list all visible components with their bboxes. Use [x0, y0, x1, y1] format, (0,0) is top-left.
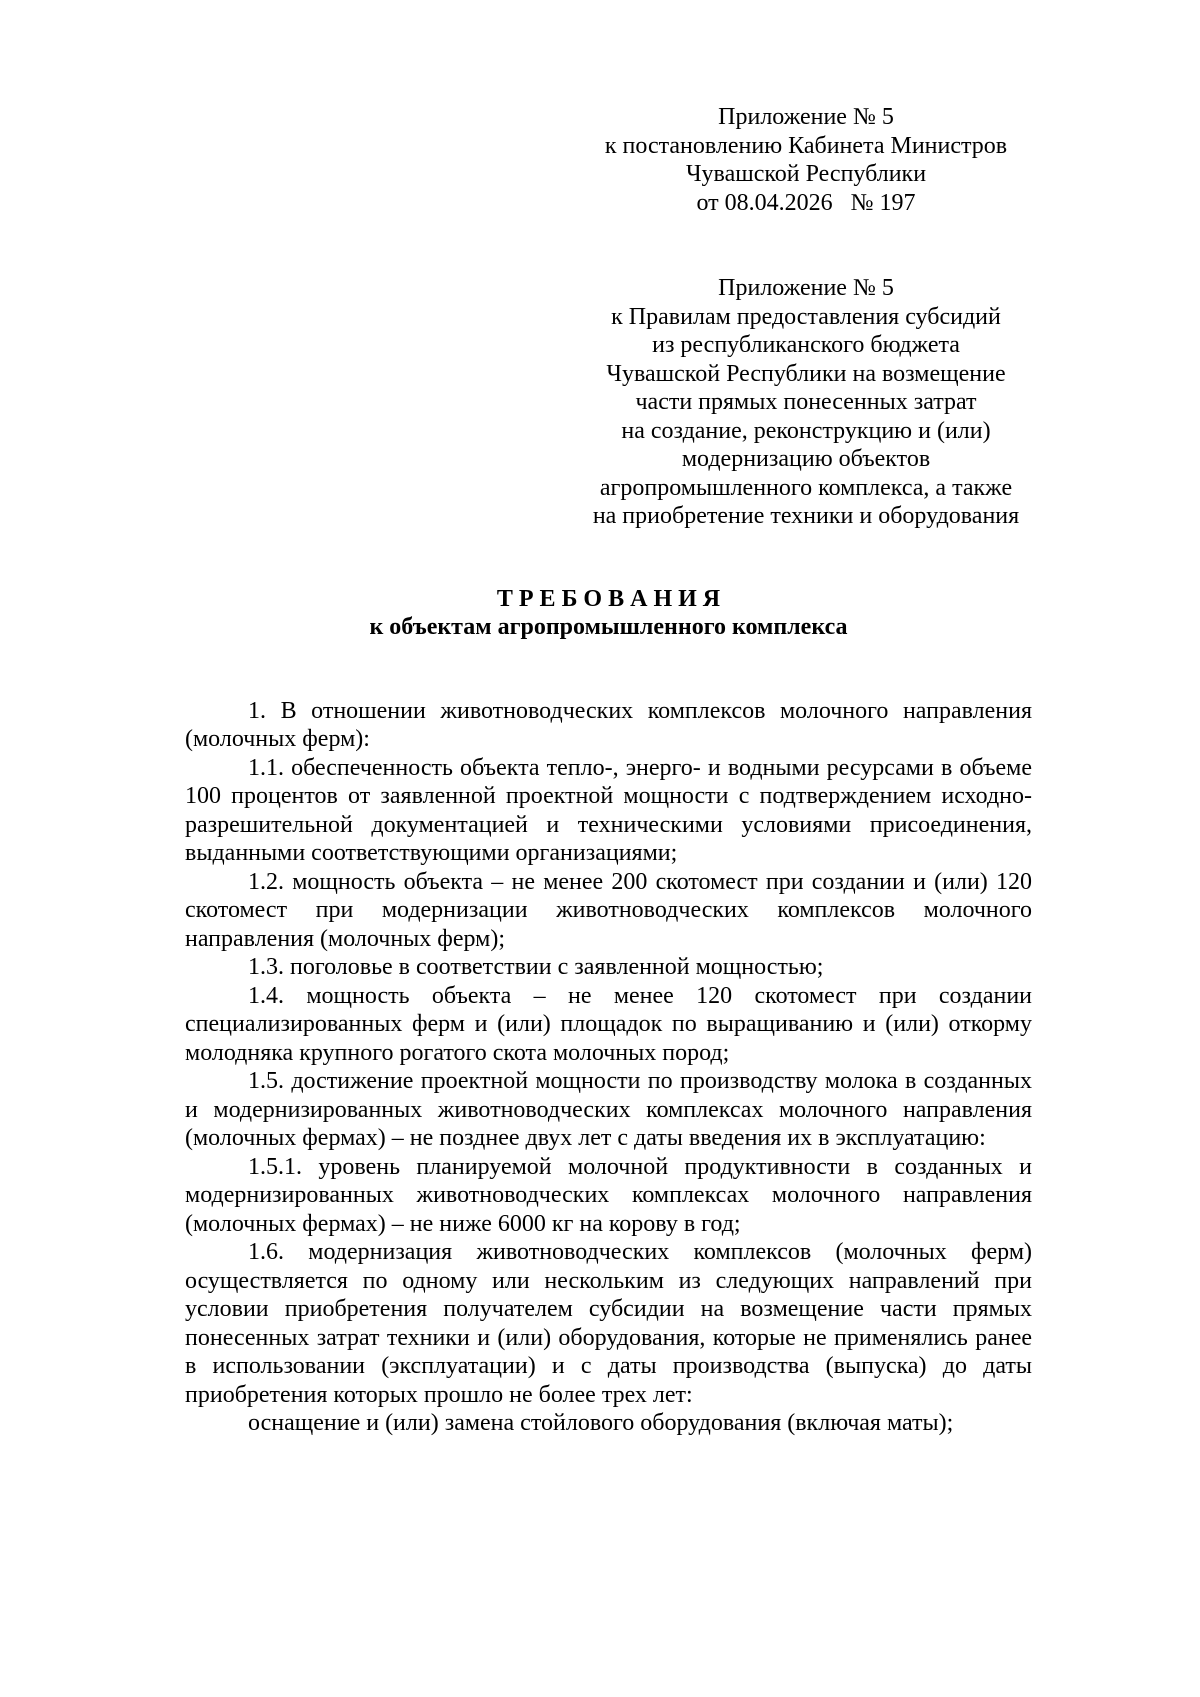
approval-stamp-line: от 08.04.2026 № 197 [696, 189, 916, 216]
appendix-stamp-line: к Правилам предоставления субсидий [611, 303, 1001, 330]
paragraph-1-5-1: 1.5.1. уровень планируемой молочной продуктивности в созданных и модернизированных животноводческих комплексах молочного направления (молочных фермах) – не ниже 6000 кг на корову в год; [185, 1153, 1032, 1237]
appendix-stamp-line: из республиканского бюджета [652, 332, 960, 358]
paragraph-1-3: 1.3. поголовье в соответствии с заявленной мощностью; [248, 954, 824, 980]
document-title [185, 585, 1032, 642]
paragraph-1-6: 1.6. модернизация животноводческих комплексов (молочных ферм) осуществляется по одному или нескольким из следующих направлений при условии приобретения получателем субсидии на возмещение части прямых понесенных затрат техники и (или) оборудования, которые не применялись ранее в использовании (эксплуатации) и с даты производства (выпуска) до даты приобретения которых прошло не более трех лет: [185, 1239, 1032, 1408]
document-title-line-2: к объектам агропромышленного комплекса [369, 614, 848, 640]
appendix-stamp [580, 274, 1032, 531]
appendix-stamp-line: Приложение № 5 [718, 275, 894, 301]
appendix-stamp-line: на приобретение техники и оборудования [592, 503, 1020, 529]
approval-stamp-line: к постановлению Кабинета Министров [604, 132, 1008, 159]
appendix-stamp-line: агропромышленного комплекса, а также [599, 474, 1013, 501]
paragraph-1-4: 1.4. мощность объекта – не менее 120 скотомест при создании специализированных ферм и (или) площадок по выращиванию и (или) откорму молодняка крупного рогатого скота молочных пород; [185, 982, 1032, 1066]
document-title-line-1: Т Р Е Б О В А Н И Я [496, 585, 721, 612]
appendix-stamp-line: Чувашской Республики на возмещение [606, 360, 1006, 387]
paragraph-1-5: 1.5. достижение проектной мощности по производству молока в созданных и модернизированных животноводческих комплексах молочного направления (молочных фермах) – не позднее двух лет с даты введения их в эксплуатацию: [185, 1068, 1032, 1151]
paragraph-1-1: 1.1. обеспеченность объекта тепло-, энерго- и водными ресурсами в объеме 100 процентов от заявленной проектной мощности с подтверждением исходно-разрешительной документацией и техническими условиями присоединения, выданными соответствующими организациями; [185, 754, 1032, 866]
appendix-stamp-line: части прямых понесенных затрат [635, 389, 977, 415]
approval-stamp [580, 103, 1032, 217]
approval-stamp-line: Приложение № 5 [718, 104, 894, 130]
document-body [185, 697, 1032, 1438]
appendix-stamp-line: на создание, реконструкцию и (или) [621, 417, 991, 444]
paragraph-1-2: 1.2. мощность объекта – не менее 200 скотомест при создании и (или) 120 скотомест при модернизации животноводческих комплексов молочного направления (молочных ферм); [185, 868, 1032, 952]
appendix-stamp-line: модернизацию объектов [681, 446, 931, 472]
approval-stamp-line: Чувашской Республики [685, 161, 927, 187]
paragraph-1: 1. В отношении животноводческих комплексов молочного направления (молочных ферм): [185, 697, 1032, 752]
paragraph-equipment-item: оснащение и (или) замена стойлового оборудования (включая маты); [248, 1410, 954, 1436]
